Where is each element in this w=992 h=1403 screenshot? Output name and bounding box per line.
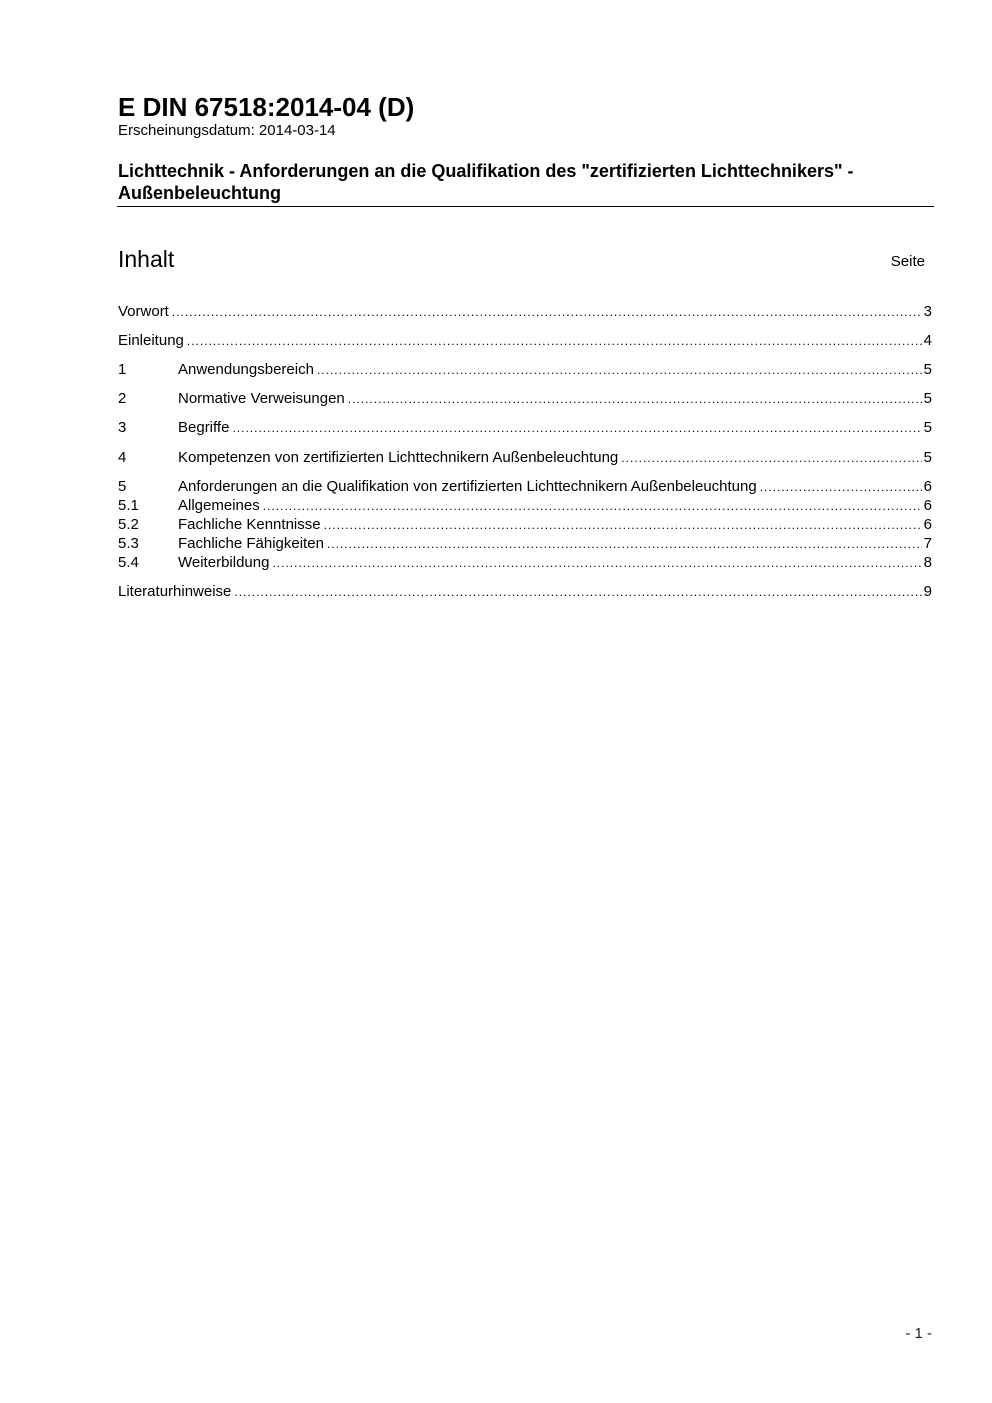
toc-dot-leader — [317, 361, 922, 380]
toc-dot-leader — [760, 478, 922, 497]
toc-entry-literaturhinweise[interactable] — [118, 582, 932, 601]
toc-entry-number: 5.4 — [118, 554, 139, 571]
toc-entry-5[interactable] — [118, 477, 932, 496]
toc-entry-page: 3 — [923, 303, 932, 320]
toc-entry-number: 1 — [118, 361, 127, 378]
title-divider — [117, 206, 934, 207]
toc-entry-page: 4 — [923, 332, 932, 349]
toc-entry-text: Begriffe — [178, 419, 230, 436]
toc-entry-3[interactable] — [118, 418, 932, 437]
toc-entry-4[interactable] — [118, 448, 932, 467]
toc-entry-page: 5 — [923, 419, 932, 436]
toc-entry-number: 5.2 — [118, 516, 139, 533]
toc-dot-leader — [172, 303, 922, 322]
toc-entry-page: 6 — [923, 497, 932, 514]
toc-entry-number: 5 — [118, 478, 127, 495]
publication-date: Erscheinungsdatum: 2014-03-14 — [118, 122, 336, 139]
toc-entry-vorwort[interactable] — [118, 302, 932, 321]
footer-page-number: - 1 - — [905, 1325, 932, 1342]
toc-entry-text: Vorwort — [118, 303, 169, 320]
toc-entry-5-3[interactable] — [118, 534, 932, 553]
toc-entry-text: Weiterbildung — [178, 554, 270, 571]
toc-entry-page: 9 — [923, 583, 932, 600]
toc-entry-number: 4 — [118, 449, 127, 466]
toc-entry-number: 5.1 — [118, 497, 139, 514]
toc-entry-number: 5.3 — [118, 535, 139, 552]
document-id: E DIN 67518:2014-04 (D) — [118, 92, 415, 122]
toc-entry-page: 6 — [923, 478, 932, 495]
toc-page-column-label: Seite — [890, 253, 925, 270]
toc-entry-text: Literaturhinweise — [118, 583, 232, 600]
toc-entry-text: Anwendungsbereich — [178, 361, 314, 378]
toc-dot-leader — [232, 419, 921, 438]
toc-entry-text: Fachliche Fähigkeiten — [178, 535, 324, 552]
toc-dot-leader — [324, 516, 922, 535]
toc-entry-1[interactable] — [118, 360, 932, 379]
toc-dot-leader — [187, 332, 922, 351]
toc-entry-page: 6 — [923, 516, 932, 533]
toc-entry-page: 7 — [923, 535, 932, 552]
toc-entry-5-4[interactable] — [118, 553, 932, 572]
toc-dot-leader — [263, 497, 922, 516]
toc-entry-einleitung[interactable] — [118, 331, 932, 350]
toc-entry-page: 5 — [923, 449, 932, 466]
toc-entry-text: Fachliche Kenntnisse — [178, 516, 321, 533]
toc-dot-leader — [234, 583, 921, 602]
toc-entry-5-1[interactable] — [118, 496, 932, 515]
toc-entry-text: Normative Verweisungen — [178, 390, 345, 407]
toc-entry-text: Einleitung — [118, 332, 184, 349]
toc-entry-2[interactable] — [118, 389, 932, 408]
toc-entry-text: Allgemeines — [178, 497, 260, 514]
toc-entry-page: 8 — [923, 554, 932, 571]
toc-dot-leader — [348, 390, 922, 409]
toc-entry-5-2[interactable] — [118, 515, 932, 534]
toc-heading: Inhalt — [118, 246, 175, 272]
toc-dot-leader — [327, 535, 922, 554]
toc-dot-leader — [621, 449, 921, 468]
toc-entry-page: 5 — [923, 361, 932, 378]
toc-entry-number: 3 — [118, 419, 127, 436]
toc-dot-leader — [272, 554, 921, 573]
toc-entry-text: Kompetenzen von zertifizierten Lichttechnikern Außenbeleuchtung — [178, 449, 619, 466]
toc-entry-text: Anforderungen an die Qualifikation von zertifizierten Lichttechnikern Außenbeleuchtung — [178, 478, 757, 495]
toc-entry-page: 5 — [923, 390, 932, 407]
toc-entry-number: 2 — [118, 390, 127, 407]
document-title: Lichttechnik - Anforderungen an die Qualifikation des "zertifizierten Lichttechnikers" - Außenbeleuchtung — [118, 161, 854, 203]
